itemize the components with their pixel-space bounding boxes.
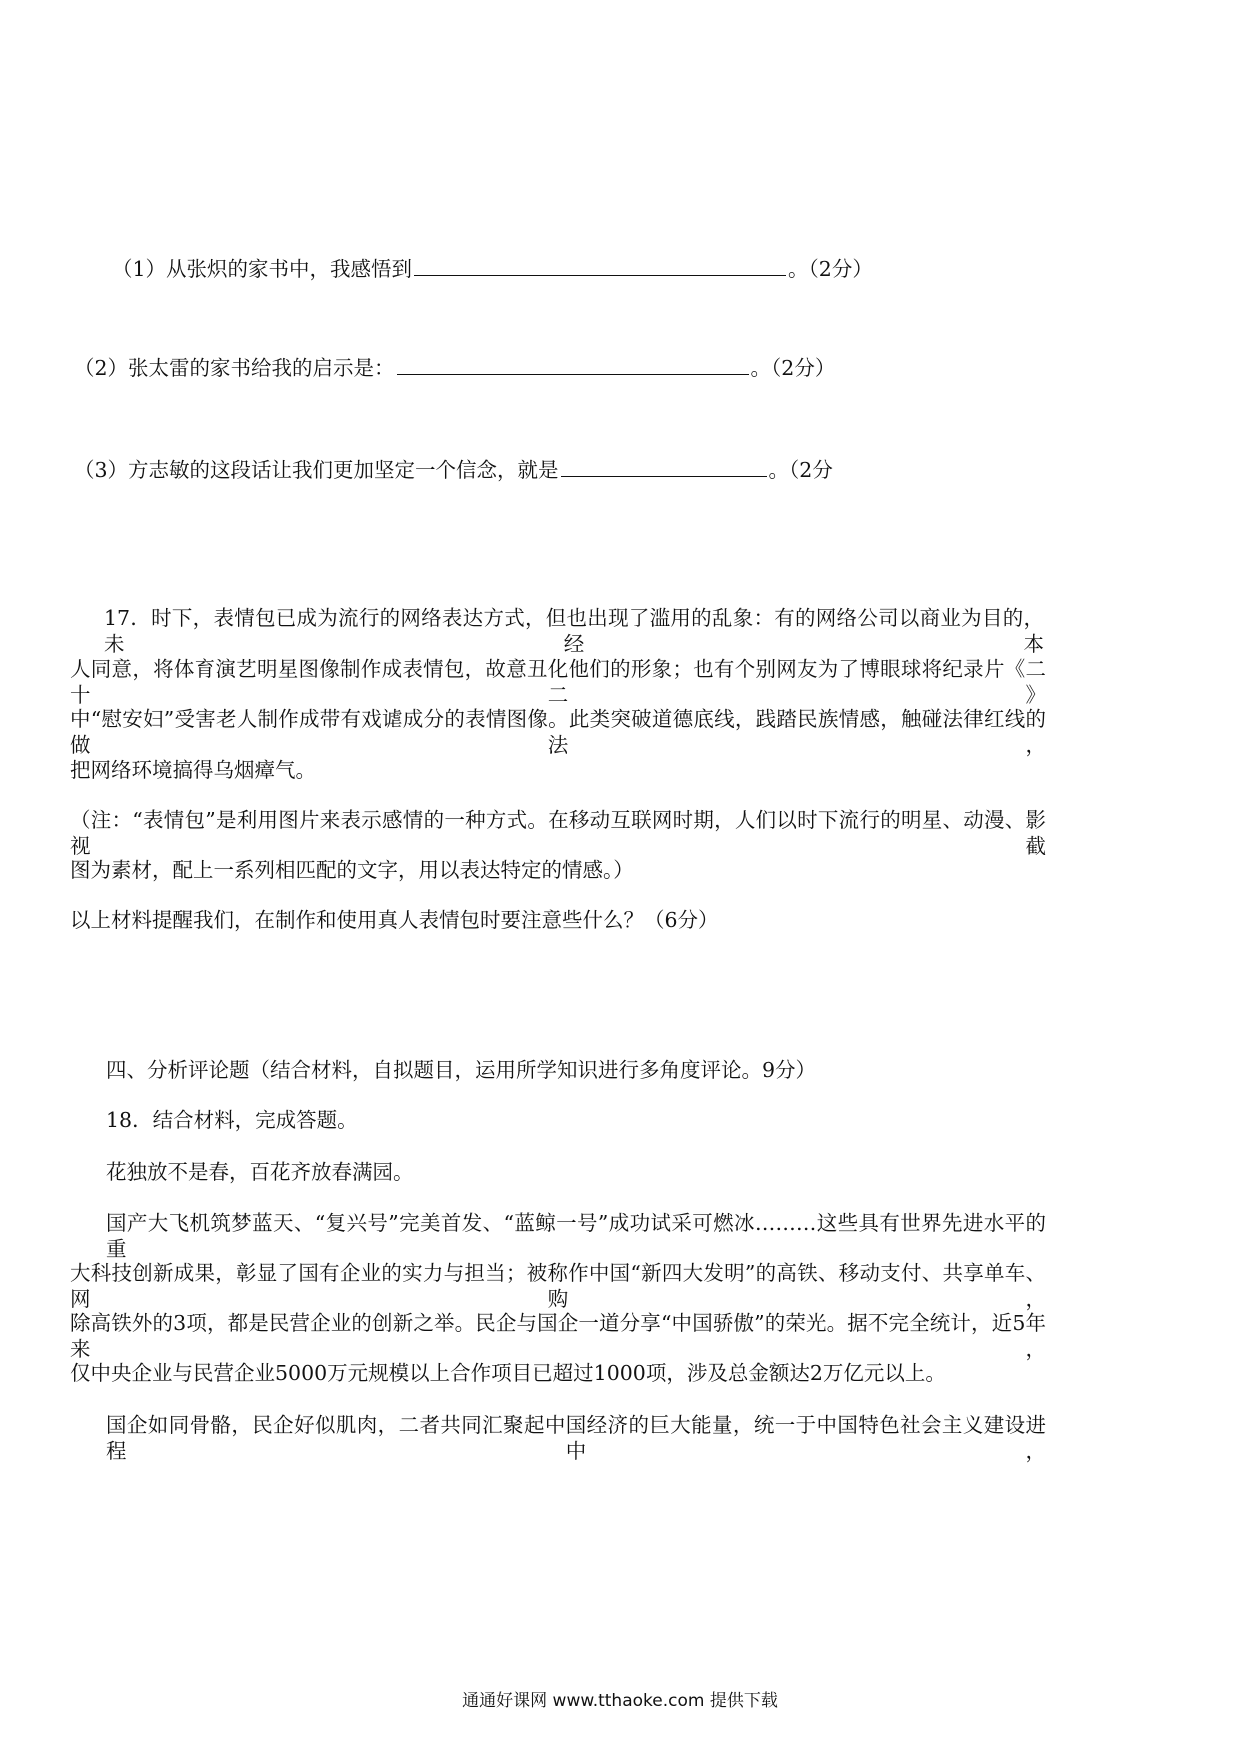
page-footer: 通通好课网 www.tthaoke.com 提供下载 <box>462 1691 778 1711</box>
q16-sub3 <box>74 456 833 483</box>
q17-question: 以上材料提醒我们，在制作和使用真人表情包时要注意些什么？（6分） <box>70 908 719 932</box>
q16-sub2 <box>74 354 835 381</box>
q16-sub1-suffix: 。（2分） <box>788 257 873 281</box>
q17-note-line-2: 图为素材，配上一系列相匹配的文字，用以表达特定的情感。） <box>70 858 634 882</box>
q18-para1-line-2: 大科技创新成果，彰显了国有企业的实力与担当；被称作中国“新四大发明”的高铁、移动支付、共享单车、网购， <box>70 1261 1046 1311</box>
q16-sub1-prefix: （1）从张炽的家书中，我感悟到 <box>112 257 413 281</box>
q18-para2-line-1: 国企如同骨骼，民企好似肌肉，二者共同汇聚起中国经济的巨大能量，统一于中国特色社会主义建设进程中， <box>106 1413 1046 1463</box>
q18-quote: 花独放不是春，百花齐放春满园。 <box>106 1160 414 1184</box>
q18-para1-line-4: 仅中央企业与民营企业5000万元规模以上合作项目已超过1000项，涉及总金额达2万亿元以上。 <box>70 1361 946 1385</box>
answer-blank-2[interactable] <box>397 354 749 375</box>
q18-intro: 18．结合材料，完成答题。 <box>106 1108 358 1132</box>
q18-para1-line-3: 除高铁外的3项，都是民营企业的创新之举。民企与国企一道分享“中国骄傲”的荣光。据不完全统计，近5年来， <box>70 1311 1046 1361</box>
q17-line-3: 中“慰安妇”受害老人制作成带有戏谑成分的表情图像。此类突破道德底线，践踏民族情感，触碰法律红线的做法， <box>70 707 1046 757</box>
answer-blank-3[interactable] <box>561 456 767 477</box>
q16-sub2-prefix: （2）张太雷的家书给我的启示是： <box>74 356 395 380</box>
section4-heading: 四、分析评论题（结合材料，自拟题目，运用所学知识进行多角度评论。9分） <box>106 1058 817 1082</box>
answer-blank-1[interactable] <box>414 255 786 276</box>
q16-sub3-prefix: （3）方志敏的这段话让我们更加坚定一个信念，就是 <box>74 458 559 482</box>
q18-para1-line-1: 国产大飞机筑梦蓝天、“复兴号”完美首发、“蓝鲸一号”成功试采可燃冰………这些具有世界先进水平的重 <box>106 1211 1046 1261</box>
q17-line-1: 17．时下，表情包已成为流行的网络表达方式，但也出现了滥用的乱象：有的网络公司以商业为目的，未经本 <box>104 606 1044 656</box>
q16-sub2-suffix: 。（2分） <box>750 356 836 380</box>
q17-line-2: 人同意，将体育演艺明星图像制作成表情包，故意丑化他们的形象；也有个别网友为了博眼球将纪录片《二十二》 <box>70 657 1046 707</box>
q16-sub3-suffix: 。（2分 <box>768 458 833 482</box>
q17-line-4: 把网络环境搞得乌烟瘴气。 <box>70 758 316 782</box>
q17-note-line-1: （注：“表情包”是利用图片来表示感情的一种方式。在移动互联网时期，人们以时下流行的明星、动漫、影视截 <box>70 808 1046 858</box>
q16-sub1 <box>112 255 873 282</box>
